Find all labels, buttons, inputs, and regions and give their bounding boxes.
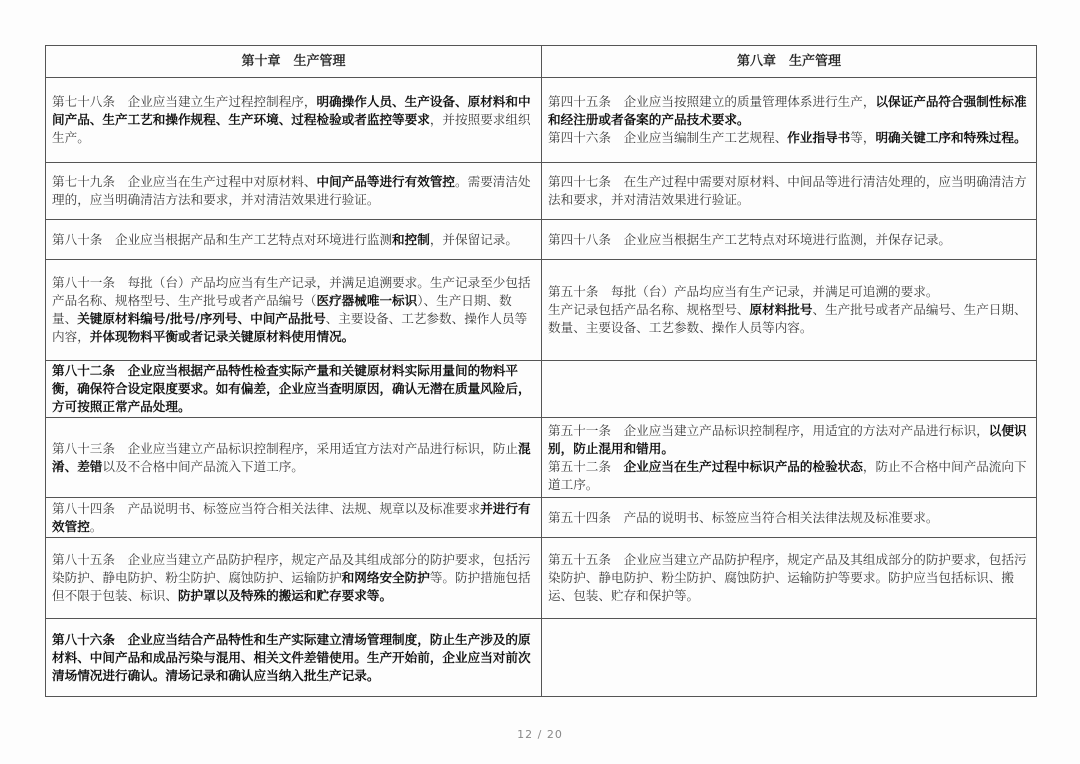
- table-row: [46, 260, 1037, 361]
- clause-text: ）、生产日期、数量、: [52, 293, 512, 326]
- cell-left: [46, 220, 542, 260]
- clause-text: 等。防护措施包括但不限于包装、标识、: [52, 570, 531, 603]
- cell-right: [542, 78, 1037, 163]
- clause-text: 、生产批号或者产品编号、生产日期、数量、主要设备、工艺参数、操作人员等内容。: [548, 302, 1027, 335]
- emphasized-text: 关键原材料编号/批号/序列号、中间产品批号: [77, 311, 326, 326]
- table-row: [46, 418, 1037, 498]
- emphasized-text: 和控制: [392, 231, 430, 247]
- clause-text: 生产记录包括产品名称、规格型号、: [548, 302, 750, 317]
- emphasized-text: 混淆、差错: [52, 440, 531, 474]
- emphasized-text: 并体现物料平衡或者记录关键原材料使用情况。: [89, 329, 355, 344]
- clause-text: 第七十八条 企业应当建立生产过程控制程序，: [52, 94, 317, 109]
- table-row: [46, 78, 1037, 163]
- emphasized-text: 企业应当在生产过程中标识产品的检验状态: [623, 458, 863, 474]
- cell-right: [542, 418, 1037, 498]
- emphasized-text: 原材料批号: [749, 302, 813, 317]
- clause-text: 。: [89, 518, 103, 534]
- cell-right: [542, 361, 1037, 418]
- cell-left: [46, 260, 542, 361]
- clause-text: 第五十五条 企业应当建立产品防护程序，规定产品及其组成部分的防护要求，包括污染防护、静电防护、粉尘防护、腐蚀防护、运输防护等要求。防护应当包括标识、搬运、包装、贮存和保护等。: [548, 552, 1027, 603]
- header-left: 第十章 生产管理: [46, 46, 542, 78]
- cell-left: [46, 361, 542, 418]
- page-number: 12 / 20: [517, 728, 563, 741]
- comparison-table: [45, 45, 1037, 697]
- table-row: [46, 538, 1037, 619]
- clause-text: 第五十条 每批（台）产品均应当有生产记录，并满足可追溯的要求。: [548, 284, 939, 299]
- clause-text: ，并保留记录。: [429, 231, 518, 247]
- emphasized-text: 防护罩以及特殊的搬运和贮存要求等。: [177, 588, 393, 603]
- table-row: [46, 163, 1037, 220]
- cell-left: [46, 163, 542, 220]
- cell-left: [46, 78, 542, 163]
- cell-right: [542, 538, 1037, 619]
- emphasized-text: 并进行有效管控: [52, 500, 531, 534]
- clause-text: 第五十一条 企业应当建立产品标识控制程序，用适宜的方法对产品进行标识，: [548, 422, 989, 438]
- cell-left: [46, 498, 542, 538]
- cell-right: [542, 163, 1037, 220]
- emphasized-text: 医疗器械唯一标识: [316, 293, 418, 308]
- emphasized-text: 以保证产品符合强制性标准和经注册或者备案的产品技术要求。: [548, 94, 1027, 127]
- clause-text: 第四十五条 企业应当按照建立的质量管理体系进行生产，: [548, 94, 876, 109]
- emphasized-text: 中间产品等进行有效管控: [316, 174, 455, 189]
- clause-text: 以及不合格中间产品流入下道工序。: [102, 458, 304, 474]
- clause-text: 第七十九条 企业应当在生产过程中对原材料、: [52, 174, 317, 189]
- clause-text: 第八十三条 企业应当建立产品标识控制程序，采用适宜方法对产品进行标识，防止: [52, 440, 518, 456]
- clause-text: 第八十五条 企业应当建立产品防护程序，规定产品及其组成部分的防护要求，包括污染防护、静电防护、粉尘防护、腐蚀防护、运输防护: [52, 552, 531, 585]
- emphasized-text: 明确关键工序和特殊过程。: [875, 130, 1027, 145]
- clause-text: 第四十七条 在生产过程中需要对原材料、中间品等进行清洁处理的，应当明确清洁方法和要求，并对清洁效果进行验证。: [548, 174, 1027, 207]
- clause-text: 第八十条 企业应当根据产品和生产工艺特点对环境进行监测: [52, 231, 393, 247]
- emphasized-text: 作业指导书: [787, 130, 851, 145]
- clause-text: 第八十一条 每批（台）产品均应当有生产记录，并满足追溯要求。生产记录至少包括产品名称、规格型号、生产批号或者产品编号（: [52, 275, 531, 308]
- clause-text: ，防止不合格中间产品流向下道工序。: [548, 458, 1027, 492]
- cell-right: [542, 498, 1037, 538]
- clause-text: 。需要清洁处理的，应当明确清洁方法和要求，并对清洁效果进行验证。: [52, 174, 531, 207]
- header-right: 第八章 生产管理: [542, 46, 1037, 78]
- cell-right: [542, 260, 1037, 361]
- clause-text: 等，: [850, 130, 876, 145]
- clause-text: 第四十六条 企业应当编制生产工艺规程、: [548, 130, 788, 145]
- cell-left: [46, 619, 542, 697]
- cell-right: [542, 220, 1037, 260]
- clause-text: 第八十四条 产品说明书、标签应当符合相关法律、法规、规章以及标准要求: [52, 500, 481, 516]
- cell-left: [46, 418, 542, 498]
- header-row: [46, 46, 1037, 78]
- emphasized-text: 明确操作人员、生产设备、原材料和中间产品、生产工艺和操作规程、生产环境、过程检验或者监控等要求: [52, 94, 531, 127]
- emphasized-text: 和网络安全防护: [341, 570, 430, 585]
- table-row: [46, 361, 1037, 418]
- clause-text: 第五十二条: [548, 458, 624, 474]
- emphasized-text: 第八十六条 企业应当结合产品特性和生产实际建立清场管理制度，防止生产涉及的原材料、中间产品和成品污染与混用、相关文件差错使用。生产开始前，企业应当对前次清场情况进行确认。清场记录和确认应当纳入批生产记录。: [52, 631, 531, 683]
- emphasized-text: 以便识别，防止混用和错用。: [548, 422, 1027, 456]
- clause-text: ，并按照要求组织生产。: [52, 112, 531, 145]
- table-row: [46, 619, 1037, 697]
- cell-right: [542, 619, 1037, 697]
- clause-text: 第五十四条 产品的说明书、标签应当符合相关法律法规及标准要求。: [548, 509, 939, 525]
- cell-left: [46, 538, 542, 619]
- clause-text: 、主要设备、工艺参数、操作人员等内容，: [52, 311, 528, 344]
- table-row: [46, 220, 1037, 260]
- clause-text: 第四十八条 企业应当根据生产工艺特点对环境进行监测，并保存记录。: [548, 231, 951, 247]
- table-row: [46, 498, 1037, 538]
- emphasized-text: 第八十二条 企业应当根据产品特性检查实际产量和关键原材料实际用量间的物料平衡，确保符合设定限度要求。如有偏差，企业应当查明原因，确认无潜在质量风险后，方可按照正常产品处理。: [52, 363, 531, 414]
